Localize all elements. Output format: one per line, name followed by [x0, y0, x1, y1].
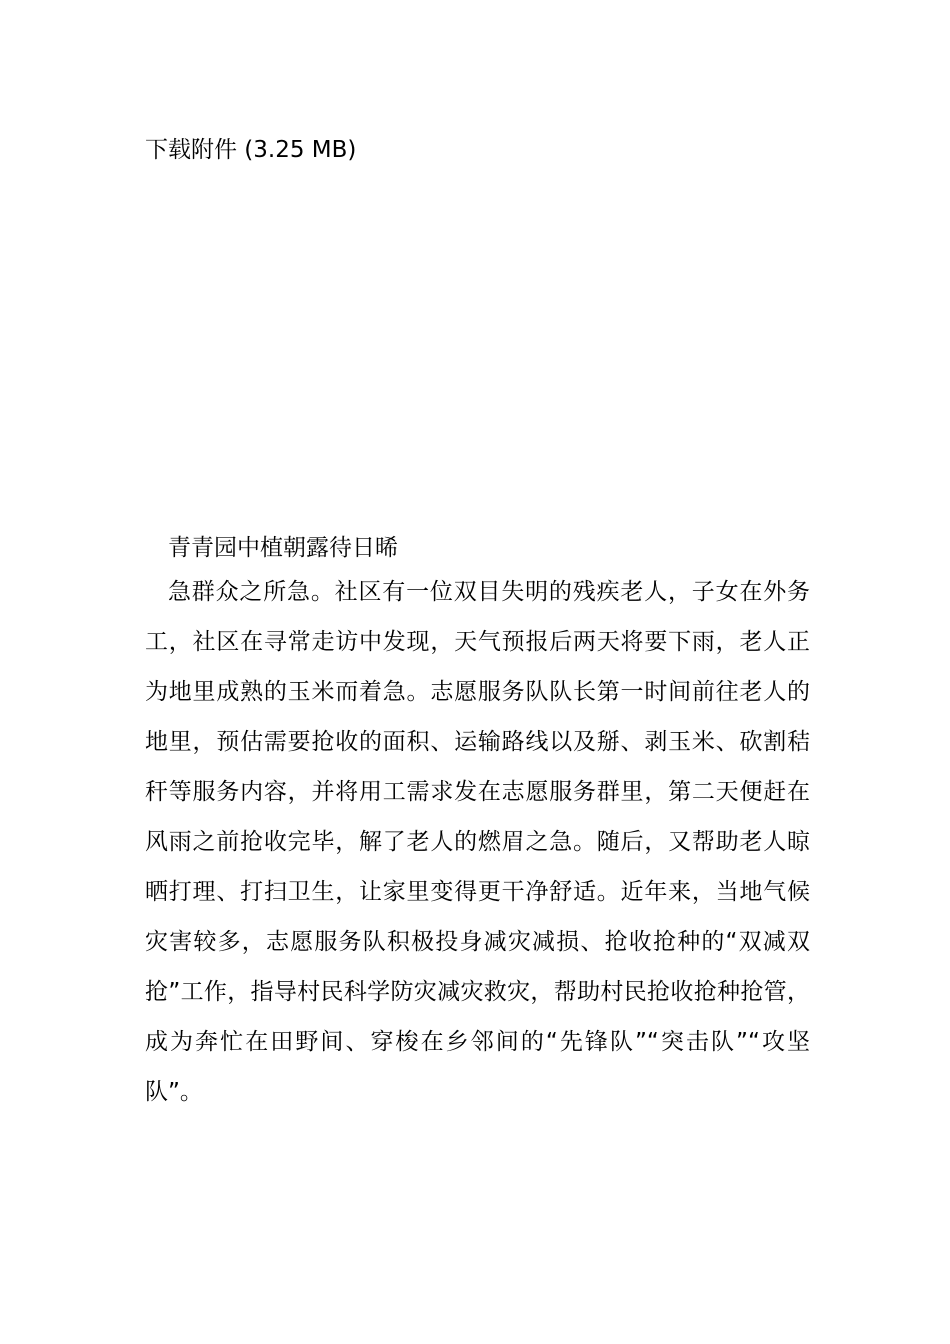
article — [145, 529, 810, 1117]
article-paragraph: 急群众之所急。社区有一位双目失明的残疾老人，子女在外务工，社区在寻常走访中发现，天气预报后两天将要下雨，老人正为地里成熟的玉米而着急。志愿服务队队长第一时间前往老人的地里，预估需要抢收的面积、运输路线以及掰、剥玉米、砍割秸秆等服务内容，并将用工需求发在志愿服务群里，第二天便赶在风雨之前抢收完毕，解了老人的燃眉之急。随后，又帮助老人晾晒打理、打扫卫生，让家里变得更干净舒适。近年来，当地气候灾害较多，志愿服务队积极投身减灾减损、抢收抢种的“双减双抢”工作，指导村民科学防灾减灾救灾，帮助村民抢收抢种抢管，成为奔忙在田野间、穿梭在乡邻间的“先锋队”“突击队”“攻坚队”。 — [145, 579, 810, 1105]
download-attachment-link[interactable]: 下载附件 (3.25 MB) — [145, 137, 357, 163]
article-title: 青青园中植朝露待日晞 — [168, 535, 398, 561]
